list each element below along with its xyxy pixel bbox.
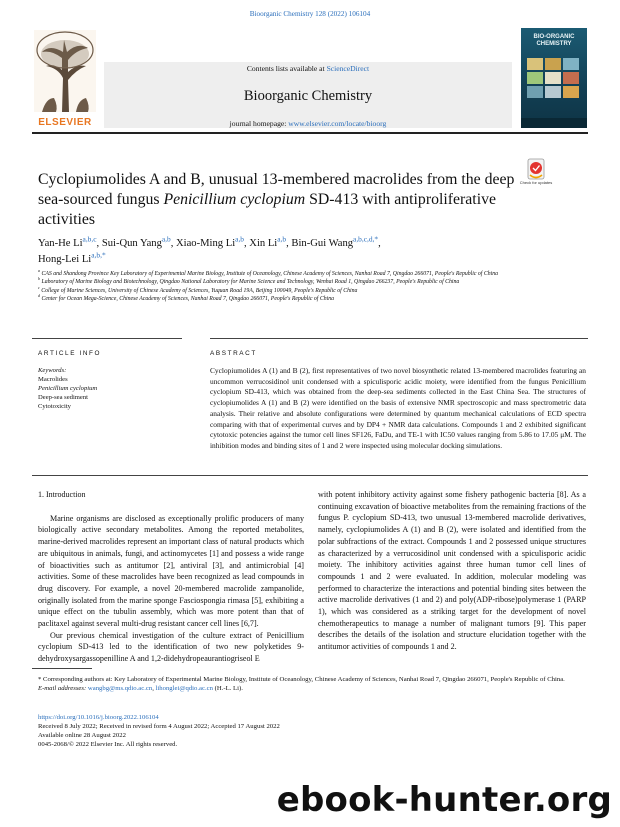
sciencedirect-link[interactable]: ScienceDirect bbox=[326, 64, 370, 73]
affiliation-text: College of Marine Sciences, University of Chinese Academy of Sciences, Yuquan Road 19A, Beijing 100049, People's Republic of China bbox=[41, 287, 358, 294]
cover-title: BIO-ORGANIC CHEMISTRY bbox=[533, 34, 575, 47]
title-part1: Cyclopiumolides A and B, unusual 13-membered macrolides from the deep sea-sourced fungus bbox=[38, 171, 515, 208]
title-part2: SD-413 with antiproliferative activities bbox=[38, 191, 496, 228]
check-for-updates-badge[interactable] bbox=[521, 158, 551, 192]
email-line bbox=[38, 684, 586, 693]
email-link-li[interactable]: lihonglei@qdio.ac.cn bbox=[155, 685, 213, 693]
author-affiliation-mark[interactable]: a,b bbox=[161, 234, 171, 244]
available-online: Available online 28 August 2022 bbox=[38, 732, 126, 739]
author-affiliation-mark[interactable]: a,b,c bbox=[82, 234, 97, 244]
info-rule bbox=[32, 338, 182, 339]
affiliation-mark: a bbox=[38, 268, 41, 274]
author-name[interactable]: Xiao-Ming Li bbox=[176, 238, 236, 249]
email-separator: , bbox=[152, 685, 154, 693]
check-for-updates-icon bbox=[521, 158, 551, 182]
author-affiliation-mark[interactable]: a,b,* bbox=[91, 250, 106, 260]
watermark-text: ebook-hunter.org bbox=[276, 780, 612, 820]
author-separator: , bbox=[244, 238, 250, 249]
author-name[interactable]: Sui-Qun Yang bbox=[101, 238, 162, 249]
keywords-label: Keywords: bbox=[38, 367, 67, 374]
article-title bbox=[38, 170, 518, 230]
body-left-column bbox=[38, 489, 304, 665]
title-italic: Penicillium cyclopium bbox=[163, 191, 306, 208]
author-affiliation-mark[interactable]: a,b,c,d,* bbox=[353, 234, 379, 244]
copyright-line: 0045-2068/© 2022 Elsevier Inc. All rights reserved. bbox=[38, 741, 178, 748]
author-name[interactable]: Bin-Gui Wang bbox=[291, 238, 354, 249]
introduction-heading: 1. Introduction bbox=[38, 490, 86, 499]
elsevier-logo bbox=[32, 28, 98, 128]
affiliation-item bbox=[38, 270, 583, 278]
contents-prefix: Contents lists available at bbox=[246, 64, 325, 73]
body-right-column bbox=[318, 489, 586, 653]
keyword-item: Deep-sea sediment bbox=[38, 394, 88, 401]
email-names: (H.-L. Li). bbox=[214, 685, 243, 693]
author-separator: , bbox=[96, 238, 102, 249]
body-rule bbox=[32, 475, 588, 476]
affiliation-text: Laboratory of Marine Biology and Biotechnology, Qingdao National Laboratory for Marine Science and Technology, Wenhai Road 1, Qingdao 266237, People's Republic of China bbox=[41, 279, 460, 286]
elsevier-tree-icon bbox=[32, 28, 98, 114]
author-separator: , bbox=[170, 238, 177, 249]
journal-cover bbox=[521, 28, 587, 128]
header-rule bbox=[32, 132, 588, 134]
check-for-updates-text: Check for updates bbox=[519, 180, 553, 185]
contents-line bbox=[104, 64, 512, 73]
keyword-item: Cytotoxicity bbox=[38, 403, 71, 410]
author-list bbox=[38, 236, 578, 268]
abstract-text: Cyclopiumolides A (1) and B (2), first representatives of two novel biosynthetic related 13-membered macrolides featuring an uncommon verrucosidinol unit condensed with a spiculisporic acidic moiety, were identified from the fungus Penicillium cyclopium SD-413, which was obtained from the deep-sea sediments collected in the East China Sea. The structures of cyclopiumolides A (1) and B (2) were identified on the basis of extensive NMR spectroscopic and mass spectrometric data analysis. Their relative and absolute configurations were determined by quantum mechanical calculations of ECD spectra comparing with that of experimental curves and by DP4 + NMR data calculations. Compounds 1 and 2 exhibited significant cytotoxic potencies against the tumor cell lines SF126, FaDu, and TE-1 with IC50 values ranging from 5.86 to 17.05 μM. The inhibition modes and binding sites of 1 and 2 were inspected using molecular docking simulations. bbox=[210, 366, 586, 450]
article-info-heading: ARTICLE INFO bbox=[38, 350, 102, 357]
intro-paragraph-1: Marine organisms are disclosed as exceptionally prolific producers of many biologically active secondary metabolites. Among the reported metabolites, marine-derived macrolides represent an important class of natural products which are ubiquitous in animals, fungi, and actinomycetes [1] and possess a wide range of bioactivities such as antitumor [2], antiviral [3], and antimicrobial [4] activities. Some of these macrolides have been recognized as lead compounds in drug discovery. For example, a novel 20-membered macrolide zampanolide, originally isolated from the marine sponge Fasciospongia rimasa [5], exhibiting a unique effect on the tubulin assembly, which was more potent than that of paclitaxel against several multi-drug resistant cancer cell lines [6,7]. bbox=[38, 513, 304, 629]
corresponding-footnote bbox=[38, 675, 586, 694]
email-link-wang[interactable]: wangbg@ms.qdio.ac.cn bbox=[87, 685, 153, 693]
abstract-heading: ABSTRACT bbox=[210, 350, 257, 357]
elsevier-wordmark: ELSEVIER bbox=[38, 117, 92, 128]
affiliation-mark: b bbox=[38, 276, 41, 282]
journal-name: Bioorganic Chemistry bbox=[243, 88, 373, 104]
cover-artwork-icon bbox=[521, 28, 587, 128]
journal-reference[interactable]: Bioorganic Chemistry 128 (2022) 106104 bbox=[249, 10, 371, 18]
email-label: E-mail addresses: bbox=[38, 685, 87, 693]
affiliation-item bbox=[38, 278, 583, 286]
affiliation-mark: c bbox=[38, 284, 40, 290]
homepage-prefix: journal homepage: bbox=[229, 119, 287, 128]
footnote-rule bbox=[32, 668, 92, 669]
corresponding-author-text: * Corresponding authors at: Key Laboratory of Experimental Marine Biology, Institute of Oceanology, Chinese Academy of Sciences, Nanhai Road 7, Qingdao 266071, People's Republic of China. bbox=[38, 676, 565, 683]
affiliation-text: Center for Ocean Mega-Science, Chinese Academy of Sciences, Nanhai Road 7, Qingdao 266071, People's Republic of China bbox=[41, 296, 335, 303]
abstract-rule bbox=[210, 338, 588, 339]
doi-link[interactable]: https://doi.org/10.1016/j.bioorg.2022.106104 bbox=[38, 714, 159, 721]
affiliation-item bbox=[38, 295, 583, 303]
author-affiliation-mark[interactable]: a,b bbox=[235, 234, 244, 244]
affiliation-list bbox=[38, 270, 583, 304]
author-name[interactable]: Yan-He Li bbox=[38, 238, 83, 249]
intro-paragraph-3: with potent inhibitory activity against some fishery pathogenic bacteria [8]. As a continuing excavation of bioactive metabolites from the remaining fractions of the fungus P. cyclopium SD-413, two unusual 13-membered macrolide derivatives, namely, cyclopiumolides A (1) and B (2), were isolated and identified from the polar subfractions of the extract. Compounds 1 and 2 possessed unique structures as characterized by a verrucosidinol unit condensed with a spiculisporic acidic moiety. The inhibitory activities against three human tumor cell lines of compounds 1 and 2 were evaluated. In addition, molecular modeling was performed to characterize the interactions and potential binding sites between the active macrolide derivatives (1 and 2) and poly(ADP-ribose)polymerase 1 (PARP 1), which was considered as a striking target for the development of novel chemotherapeutics to manage a number of malignant tumors [9]. This paper describes the details of the isolation and structure elucidation together with the antitumor activities of compounds 1 and 2. bbox=[318, 490, 586, 652]
affiliation-mark: d bbox=[38, 293, 41, 299]
affiliation-text: CAS and Shandong Province Key Laboratory of Experimental Marine Biology, Institute of Oceanology, Chinese Academy of Sciences, Nanhai Road 7, Qingdao 266071, People's Republic of China bbox=[41, 271, 499, 277]
author-affiliation-mark[interactable]: a,b bbox=[277, 234, 287, 244]
keyword-item: Penicillium cyclopium bbox=[38, 385, 98, 392]
received-dates: Received 8 July 2022; Received in revised form 4 August 2022; Accepted 17 August 2022 bbox=[38, 723, 280, 730]
keyword-item: Macrolides bbox=[38, 376, 68, 383]
keywords-block bbox=[38, 366, 188, 411]
author-name[interactable]: Hong-Lei Li bbox=[38, 254, 92, 265]
author-separator: , bbox=[378, 238, 381, 249]
homepage-link[interactable]: www.elsevier.com/locate/bioorg bbox=[288, 119, 387, 128]
author-name[interactable]: Xin Li bbox=[249, 238, 278, 249]
homepage-line bbox=[104, 119, 512, 128]
author-separator: , bbox=[286, 238, 292, 249]
intro-paragraph-2: Our previous chemical investigation of the culture extract of Penicillium cyclopium SD-413 led to the identification of two new polyketides 9-dehydroxysargassopenilline A and 1,2-didehydropeaurantiogriseol E bbox=[38, 630, 304, 664]
affiliation-item bbox=[38, 284, 583, 295]
